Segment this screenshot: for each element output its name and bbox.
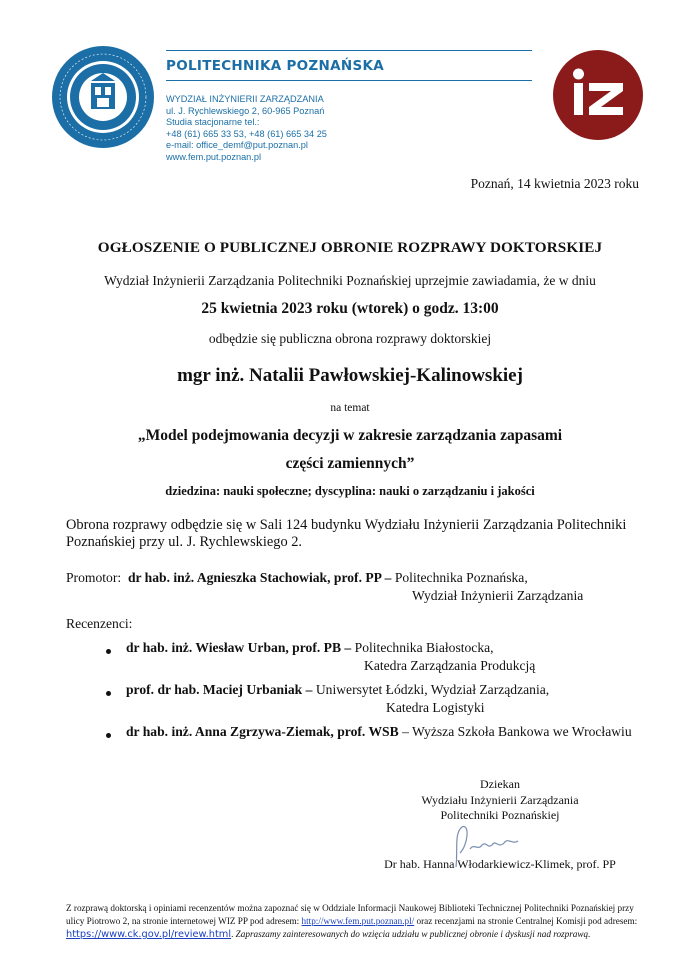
candidate-name: mgr inż. Natalii Pawłowskiej-Kalinowskiej — [177, 365, 523, 386]
reviewer-name: prof. dr hab. Maciej Urbaniak – — [126, 682, 313, 697]
reviewer-affiliation: Politechnika Białostocka, — [354, 640, 494, 655]
promotor-line — [66, 570, 528, 586]
signature-university: Politechniki Poznańskiej — [440, 808, 560, 822]
footer-text: oraz recenzjami na stronie Centralnej Komisji pod adresem: — [414, 916, 638, 926]
thesis-title-line1: „Model podejmowania decyzji w zakresie zarządzania zapasami — [137, 427, 563, 444]
footer-invitation: Zapraszamy zainteresowanych do wzięcia udziału w publicznej obronie i dyskusji nad rozprawą. — [235, 929, 591, 939]
bullet-icon — [106, 691, 111, 696]
signature-faculty: Wydziału Inżynierii Zarządzania — [421, 793, 579, 807]
reviewer-affiliation: – Wyższa Szkoła Bankowa we Wrocławiu — [402, 724, 632, 739]
contact-line: Studia stacjonarne tel.: — [166, 117, 260, 128]
topic-intro: na temat — [330, 402, 370, 414]
footer-text: Z rozprawą doktorską i opiniami recenzentów można zapoznać się w Oddziale Informacji Naukowej Biblioteki Technicznej Politechniki Poznańskiej przy ulicy Piotrowo 2, na stronie internetowej WIZ PP pod adresem: — [66, 903, 634, 926]
reviewers-label: Recenzenci: — [66, 616, 133, 631]
signature-title: Dziekan — [480, 777, 520, 791]
footer-text: . — [231, 929, 236, 939]
reviewer-2 — [126, 682, 549, 698]
university-name: POLITECHNIKA POZNAŃSKA — [166, 58, 384, 74]
contact-line: ul. J. Rychlewskiego 2, 60-965 Poznań — [166, 105, 325, 116]
document-date: Poznań, 14 kwietnia 2023 roku — [470, 176, 639, 191]
promotor-label: Promotor: — [66, 570, 122, 585]
reviewer-name: dr hab. inż. Anna Zgrzywa-Ziemak, prof. WSB — [126, 724, 399, 739]
defense-location: Obrona rozprawy odbędzie się w Sali 124 budynku Wydziału Inżynierii Zarządzania Politechniki Poznańskiej przy ul. J. Rychlewskiego 2. — [66, 517, 627, 550]
bullet-icon — [106, 649, 111, 654]
contact-line: WYDZIAŁ INŻYNIERII ZARZĄDZANIA — [166, 94, 324, 104]
promotor-name: dr hab. inż. Agnieszka Stachowiak, prof. PP – — [127, 570, 392, 585]
promotor-affiliation: Politechnika Poznańska, — [394, 570, 528, 585]
footer-link-faculty[interactable]: http://www.fem.put.poznan.pl/ — [301, 916, 415, 926]
reviewer-name: dr hab. inż. Wiesław Urban, prof. PB – — [126, 640, 352, 655]
contact-email[interactable]: e-mail: office_demf@put.poznan.pl — [166, 140, 308, 151]
announcement-title: OGŁOSZENIE O PUBLICZNEJ OBRONIE ROZPRAWY DOKTORSKIEJ — [97, 239, 603, 256]
announcement-intro: Wydział Inżynierii Zarządzania Politechniki Poznańskiej uprzejmie zawiadamia, że w dniu — [104, 273, 596, 288]
defense-line: odbędzie się publiczna obrona rozprawy doktorskiej — [208, 331, 492, 346]
header-rule-top — [166, 50, 532, 51]
footer-link-ck[interactable]: https://www.ck.gov.pl/review.html — [66, 929, 232, 940]
footer-note — [66, 902, 646, 941]
field-discipline: dziedzina: nauki społeczne; dyscyplina: nauki o zarządzaniu i jakości — [165, 484, 535, 498]
contact-website[interactable]: www.fem.put.poznan.pl — [166, 151, 261, 162]
defense-date-time: 25 kwietnia 2023 roku (wtorek) o godz. 13:00 — [201, 300, 499, 317]
thesis-title-line2: części zamiennych” — [285, 455, 415, 472]
reviewer-2-affiliation-2: Katedra Logistyki — [386, 700, 485, 715]
reviewer-1 — [126, 640, 494, 656]
reviewer-1-affiliation-2: Katedra Zarządzania Produkcją — [364, 658, 536, 673]
faculty-iz-logo — [553, 50, 643, 140]
reviewer-3 — [126, 724, 632, 740]
contact-line: +48 (61) 665 33 53, +48 (61) 665 34 25 — [166, 128, 327, 139]
header-rule-bottom — [166, 80, 532, 81]
promotor-affiliation-2: Wydział Inżynierii Zarządzania — [412, 588, 584, 603]
signer-name: Dr hab. Hanna Włodarkiewicz-Klimek, prof. PP — [384, 857, 616, 871]
university-seal-logo — [51, 45, 155, 149]
faculty-contact-block — [166, 94, 327, 164]
bullet-icon — [106, 733, 111, 738]
reviewer-affiliation: Uniwersytet Łódzki, Wydział Zarządzania, — [315, 682, 550, 697]
